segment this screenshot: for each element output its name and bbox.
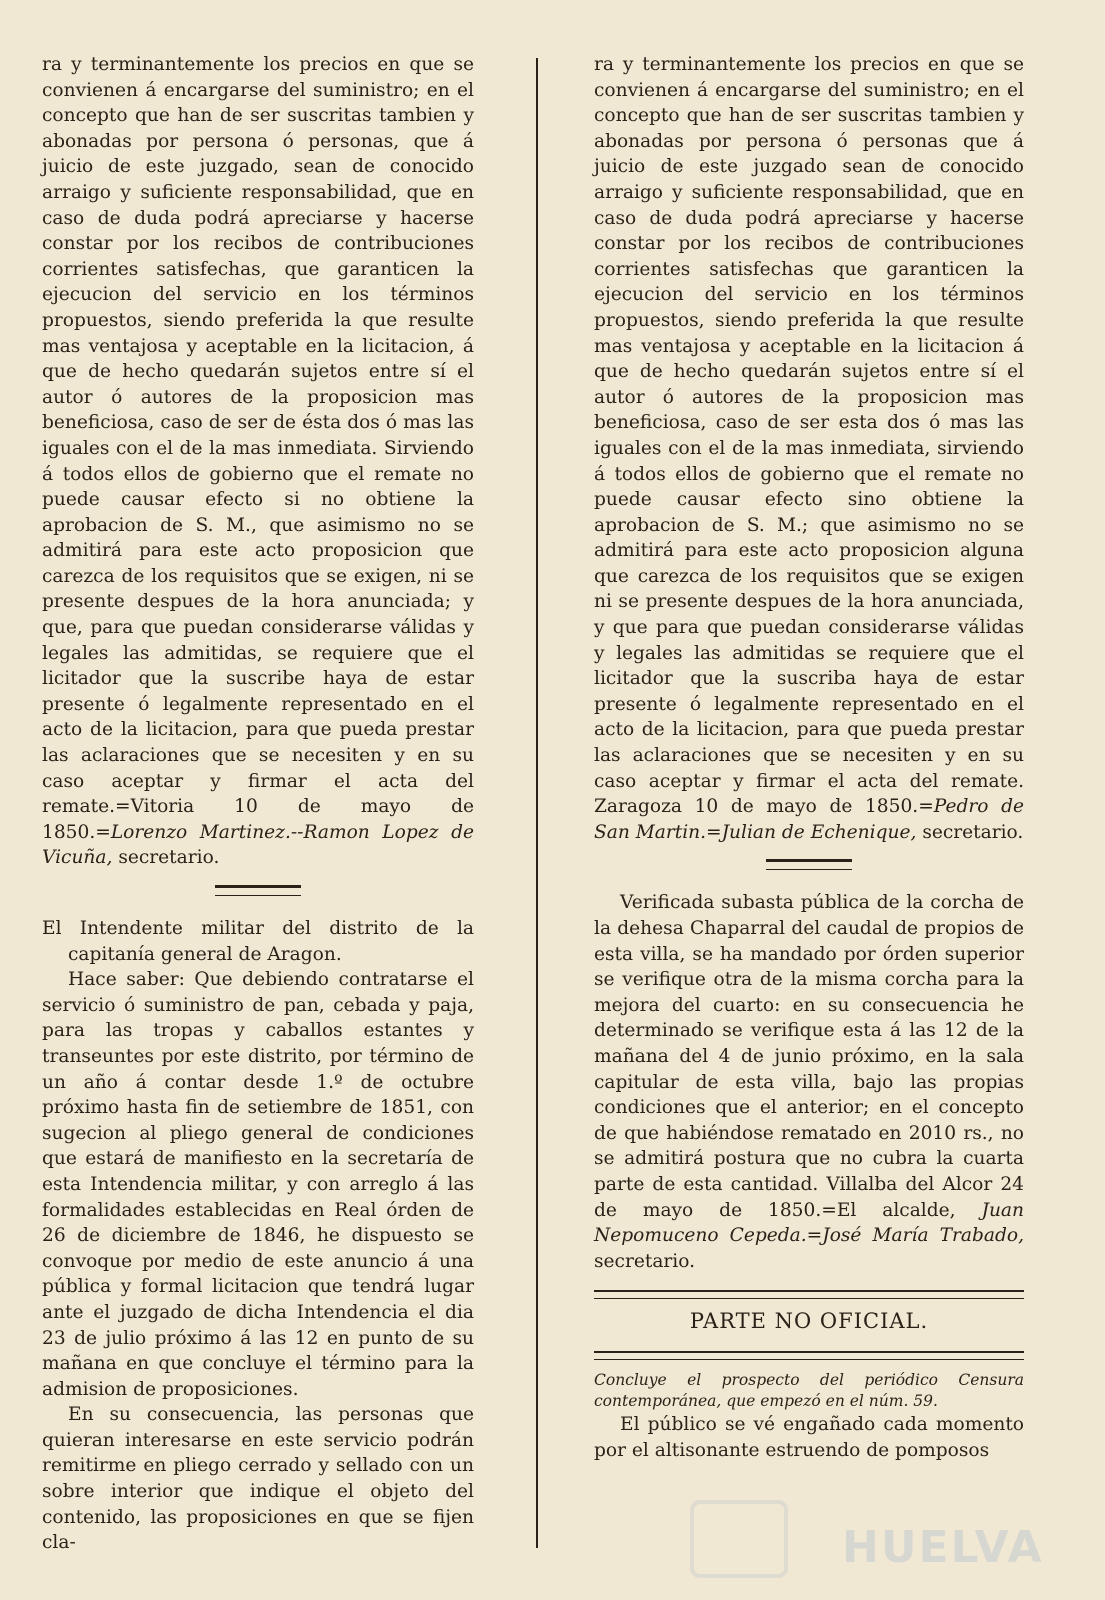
right-para1-end: secretario. [916, 821, 1024, 843]
auction-notice [594, 890, 1024, 1274]
separator [766, 859, 852, 870]
left-signature: Lorenzo Martinez.--Ramon Lopez de Vicuña, [42, 821, 474, 869]
left-column [42, 52, 474, 1556]
column-divider [536, 58, 538, 1548]
article-start: El público se vé engañado cada momento por el altisonante estruendo de pomposos [594, 1413, 1024, 1461]
auction-end: secretario. [594, 1250, 696, 1272]
auction-text: Verificada subasta pública de la corcha de la dehesa Chaparral del caudal de propios de esta villa, se ha mandado por órden superior se verifique otra de la misma corcha para la mejora del cuarto: en su consecuencia he determinado se verifique esta á las 12 de la mañana del 4 de junio próximo, en la sala capitular de esta villa, bajo las propias condiciones que el anterior; en el concepto de que habiéndose rematado en 2010 rs., no se admitirá postura que no cubra la cuarta parte de esta cantidad. Villalba del Alcor 24 de mayo de 1850.=El alcalde, [594, 892, 1024, 1221]
right-signature: Pedro de San Martin.=Julian de Echenique, [594, 796, 1024, 843]
auction-signature: Juan Nepomuceno Cepeda.=José María Trabado, [594, 1199, 1024, 1247]
double-rule [594, 1290, 1024, 1299]
double-rule [594, 1351, 1024, 1360]
left-para1-text: ra y terminantemente los precios en que se convienen á encargarse del suministro; en el concepto que han de ser suscritas tambien y abonadas por persona ó personas, que á juicio de este juzgado, sean de conocido arraigo y suficiente responsabilidad, que en caso de duda podrá apreciarse y hacerse constar por los recibos de contribuciones corrientes satisfechas, que garanticen la ejecucion del servicio en los términos propuestos, siendo preferida la que resulte mas ventajosa y aceptable en la licitacion, á que de hecho quedarán sujetos entre sí el autor ó autores de la proposicion mas beneficiosa, caso de ser de ésta dos ó mas las iguales con el de la mas inmediata. Sirviendo á todos ellos de gobierno que el remate no puede causar efecto si no obtiene la aprobacion de S. M., que asimismo no se admitirá para este acto proposicion que carezca de los requisitos que se exigen, ni se presente despues de la hora anunciada; y que, para que puedan considerarse válidas y legales las admitidas, se requiere que el licitador que la suscribe haya de estar presente ó legalmente representado en el acto de la licitacion, para que pueda prestar las aclaraciones que se necesiten y en su caso aceptar y firmar el acta del remate.=Vitoria 10 de mayo de 1850.= [42, 54, 474, 843]
section-title: PARTE NO OFICIAL. [689, 1309, 929, 1334]
left-notice-continuation [42, 52, 474, 871]
prospectus-note: Concluye el prospecto del periódico Censura contemporánea, que empezó en el núm. 59. [594, 1370, 1024, 1410]
separator [215, 885, 301, 896]
right-para1-text: ra y terminantemente los precios en que se convienen á encargarse del suministro; en el concepto que han de ser suscritas tambien y abonadas por persona ó personas que á juicio de este juzgado sean de conocido arraigo y suficiente responsabilidad, que en caso de duda podrá apreciarse y hacerse constar por los recibos de contribuciones corrientes satisfechas que garanticen la ejecucion del servicio en los términos propuestos, siendo preferida la que resulte mas ventajosa y aceptable en la licitacion á que de hecho quedarán sujetos entre sí el autor ó autores de la proposicion mas beneficiosa, caso de ser esta dos ó mas las iguales con el de la mas inmediata, sirviendo á todos ellos de gobierno que el remate no puede causar efecto sino obtiene la aprobacion de S. M.; que asimismo no se admitirá para este acto proposicion alguna que carezca de los requisitos que se exigen ni se presente despues de la hora anunciada, y que para que puedan considerarse válidas y legales las admitidas se requiere que el licitador que la suscriba haya de estar presente ó legalmente representado en el acto de la licitacion, para que pueda prestar las aclaraciones que se necesiten y en su caso aceptar y firmar el acta del remate. Zaragoza 10 de mayo de 1850.= [594, 54, 1024, 818]
right-notice-continuation [594, 52, 1024, 845]
notice-body-2: En su consecuencia, las personas que quieran interesarse en este servicio podrán remitirme en pliego cerrado y sellado con un sobre interior que indique el objeto del contenido, las proposiciones en que se fijen cla- [42, 1404, 474, 1554]
notice-body: Hace saber: Que debiendo contratarse el servicio ó suministro de pan, cebada y paja, para las tropas y caballos estantes y transeuntes por este distrito, por término de un año á contar desde 1.º de octubre próximo hasta fin de setiembre de 1851, con sugecion al pliego general de condiciones que estará de manifiesto en la secretaría de esta Intendencia militar, y con arreglo á las formalidades establecidas en Real órden de 26 de diciembre de 1846, he dispuesto se convoque por medio de este anuncio á una pública y formal licitacion que tendrá lugar ante el juzgado de dicha Intendencia el dia 23 de julio próximo á las 12 en punto de su mañana en que concluye el término para la admision de proposiciones. [42, 969, 474, 1400]
library-seal-watermark [690, 1500, 788, 1578]
right-column [594, 52, 1024, 1463]
library-watermark: HUELVA [842, 1522, 1044, 1573]
notice-heading: El Intendente militar del distrito de la capitanía general de Aragon. [42, 918, 474, 965]
left-para1-end: secretario. [112, 847, 220, 869]
